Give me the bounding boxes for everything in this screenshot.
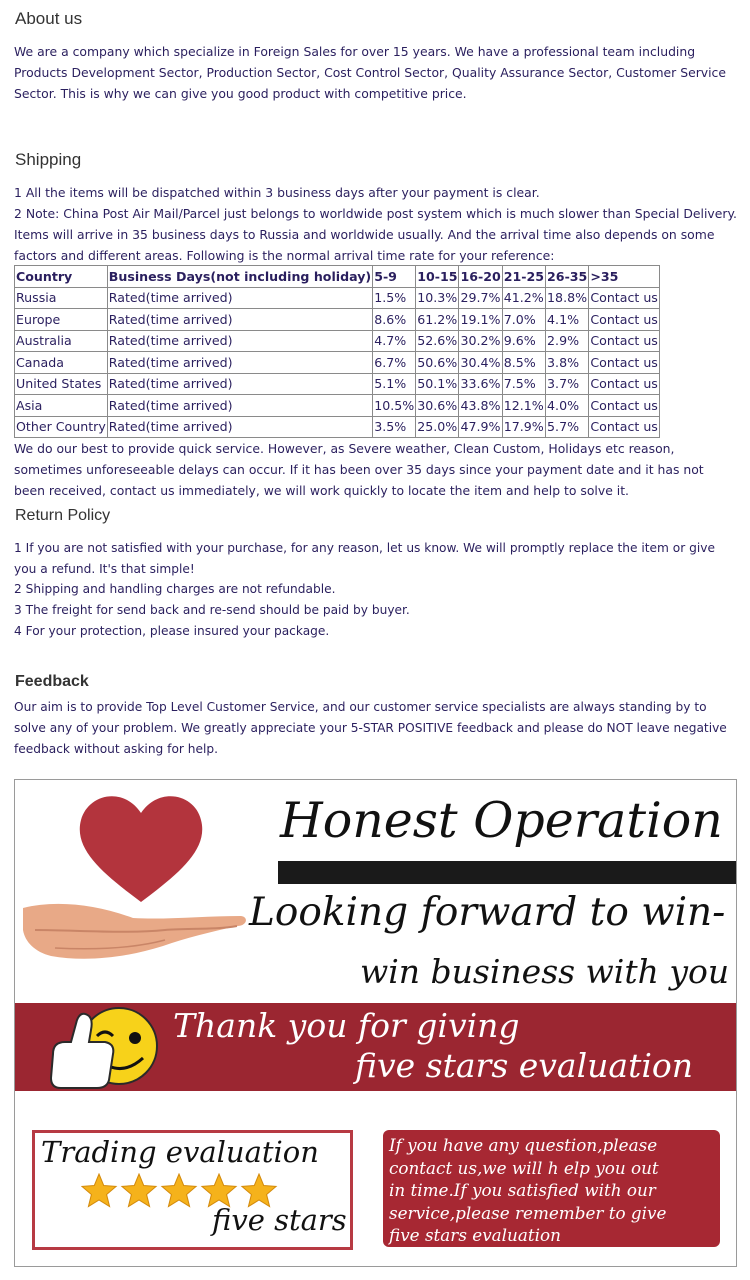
- return-item-1: 1 If you are not satisfied with your purchase, for any reason, let us know. We will promptly replace the item or give you a refund. It's that simple!: [14, 541, 715, 577]
- table-cell: 9.6%: [502, 330, 545, 352]
- table-row: [15, 395, 660, 417]
- table-cell: Rated(time arrived): [107, 352, 372, 374]
- table-cell: United States: [15, 373, 108, 395]
- table-cell: Russia: [15, 287, 108, 309]
- table-header-cell: Country: [15, 266, 108, 288]
- table-header-cell: >35: [589, 266, 660, 288]
- table-cell: 47.9%: [459, 416, 502, 438]
- table-row: [15, 330, 660, 352]
- table-cell: 4.0%: [546, 395, 589, 417]
- table-cell: 52.6%: [416, 330, 459, 352]
- table-cell: 43.8%: [459, 395, 502, 417]
- table-cell: 41.2%: [502, 287, 545, 309]
- return-item-4: 4 For your protection, please insured your package.: [14, 624, 330, 638]
- trading-evaluation-label: Trading evaluation: [41, 1135, 319, 1169]
- feedback-text: Our aim is to provide Top Level Customer Service, and our customer service specialists are always standing by to solve any of your problem. We greatly appreciate your 5-STAR POSITIVE feedback and please do NOT leave negative feedback without asking for help.: [14, 700, 727, 757]
- return-item-3: 3 The freight for send back and re-send should be paid by buyer.: [14, 603, 410, 617]
- table-cell: 29.7%: [459, 287, 502, 309]
- about-heading: About us: [15, 9, 83, 28]
- table-cell: Contact us: [589, 330, 660, 352]
- table-cell: Contact us: [589, 352, 660, 374]
- return-policy-heading: Return Policy: [15, 507, 111, 524]
- table-header-cell: 5-9: [373, 266, 416, 288]
- table-row: [15, 287, 660, 309]
- table-cell: Rated(time arrived): [107, 416, 372, 438]
- honest-operation-title: Honest Operation: [280, 792, 723, 849]
- thanks-line-2: five stars evaluation: [355, 1046, 694, 1085]
- shipping-delay-note: We do our best to provide quick service. However, as Severe weather, Clean Custom, Holidays etc reason, sometimes unforeseeable delays can occur. If it has been over 35 days since your payment date and it has not been received, contact us immediately, we will work quickly to locate the item and help to solve it.: [14, 441, 704, 499]
- heart-icon: [80, 796, 202, 902]
- table-cell: 1.5%: [373, 287, 416, 309]
- table-cell: Europe: [15, 309, 108, 331]
- table-header-cell: 26-35: [546, 266, 589, 288]
- table-cell: 8.5%: [502, 352, 545, 374]
- table-cell: 18.8%: [546, 287, 589, 309]
- table-cell: Rated(time arrived): [107, 395, 372, 417]
- about-text: We are a company which specialize in Foreign Sales for over 15 years. We have a professional team including Products Development Sector, Production Sector, Cost Control Sector, Quality Assurance Sector, Customer Service Sector. This is why we can give you good product with competitive price.: [14, 44, 726, 102]
- table-cell: 12.1%: [502, 395, 545, 417]
- table-cell: 17.9%: [502, 416, 545, 438]
- table-cell: Contact us: [589, 309, 660, 331]
- table-cell: 50.1%: [416, 373, 459, 395]
- table-cell: Contact us: [589, 287, 660, 309]
- table-cell: Rated(time arrived): [107, 309, 372, 331]
- table-cell: 3.5%: [373, 416, 416, 438]
- five-stars-label: five stars: [212, 1203, 347, 1237]
- table-header-cell: 10-15: [416, 266, 459, 288]
- table-cell: 61.2%: [416, 309, 459, 331]
- table-cell: 3.7%: [546, 373, 589, 395]
- contact-message-box: [383, 1130, 720, 1247]
- table-row: [15, 352, 660, 374]
- thumbs-up-emoji-icon: [47, 998, 165, 1094]
- table-header-cell: 16-20: [459, 266, 502, 288]
- heart-hands-illustration: [15, 780, 255, 990]
- star-icon: [122, 1174, 156, 1207]
- title-divider: [278, 861, 737, 884]
- table-cell: 7.0%: [502, 309, 545, 331]
- thanks-line-1: Thank you for giving: [173, 1006, 520, 1045]
- table-cell: 7.5%: [502, 373, 545, 395]
- contact-message: If you have any question,please contact us,we will h elp you out in time.If you satisfied with our service,please remember to give five stars evaluation: [389, 1135, 667, 1246]
- table-cell: 8.6%: [373, 309, 416, 331]
- shipping-line-2: 2 Note: China Post Air Mail/Parcel just belongs to worldwide post system which is much slower than Special Delivery. Items will arrive in 35 business days to Russia and worldwide usually. And the arrival time also depends on some factors and different areas. Following is the normal arrival time rate for your reference:: [14, 206, 737, 264]
- table-cell: 5.1%: [373, 373, 416, 395]
- table-cell: Rated(time arrived): [107, 373, 372, 395]
- table-cell: 25.0%: [416, 416, 459, 438]
- table-cell: 2.9%: [546, 330, 589, 352]
- table-cell: Other Country: [15, 416, 108, 438]
- table-header-cell: Business Days(not including holiday): [107, 266, 372, 288]
- star-icon: [202, 1174, 236, 1207]
- win-win-line-1: Looking forward to win-: [249, 890, 726, 935]
- table-header-cell: 21-25: [502, 266, 545, 288]
- table-cell: 10.3%: [416, 287, 459, 309]
- table-cell: Australia: [15, 330, 108, 352]
- return-item-2: 2 Shipping and handling charges are not refundable.: [14, 582, 336, 596]
- table-header-row: [15, 266, 660, 288]
- table-cell: Contact us: [589, 373, 660, 395]
- star-icon: [242, 1174, 276, 1207]
- win-win-line-2: win business with you: [360, 952, 730, 991]
- trading-evaluation-box: [32, 1130, 353, 1250]
- star-icon: [82, 1174, 116, 1207]
- table-cell: 50.6%: [416, 352, 459, 374]
- table-cell: 4.7%: [373, 330, 416, 352]
- shipping-line-1: 1 All the items will be dispatched within 3 business days after your payment is clear.: [14, 185, 540, 200]
- table-cell: 33.6%: [459, 373, 502, 395]
- table-cell: 19.1%: [459, 309, 502, 331]
- table-cell: 30.6%: [416, 395, 459, 417]
- arrival-rate-table: [14, 265, 660, 438]
- table-cell: 30.4%: [459, 352, 502, 374]
- table-cell: 6.7%: [373, 352, 416, 374]
- hands-icon: [23, 904, 246, 959]
- table-cell: Contact us: [589, 416, 660, 438]
- table-cell: 30.2%: [459, 330, 502, 352]
- feedback-heading: Feedback: [15, 673, 89, 690]
- shipping-heading: Shipping: [15, 150, 82, 169]
- table-cell: 3.8%: [546, 352, 589, 374]
- table-cell: Canada: [15, 352, 108, 374]
- table-row: [15, 309, 660, 331]
- table-cell: 4.1%: [546, 309, 589, 331]
- promo-banner: [14, 779, 737, 1267]
- table-row: [15, 373, 660, 395]
- table-cell: Contact us: [589, 395, 660, 417]
- table-cell: Rated(time arrived): [107, 330, 372, 352]
- table-cell: 10.5%: [373, 395, 416, 417]
- table-cell: Rated(time arrived): [107, 287, 372, 309]
- star-icon: [162, 1174, 196, 1207]
- table-cell: 5.7%: [546, 416, 589, 438]
- table-row: [15, 416, 660, 438]
- table-cell: Asia: [15, 395, 108, 417]
